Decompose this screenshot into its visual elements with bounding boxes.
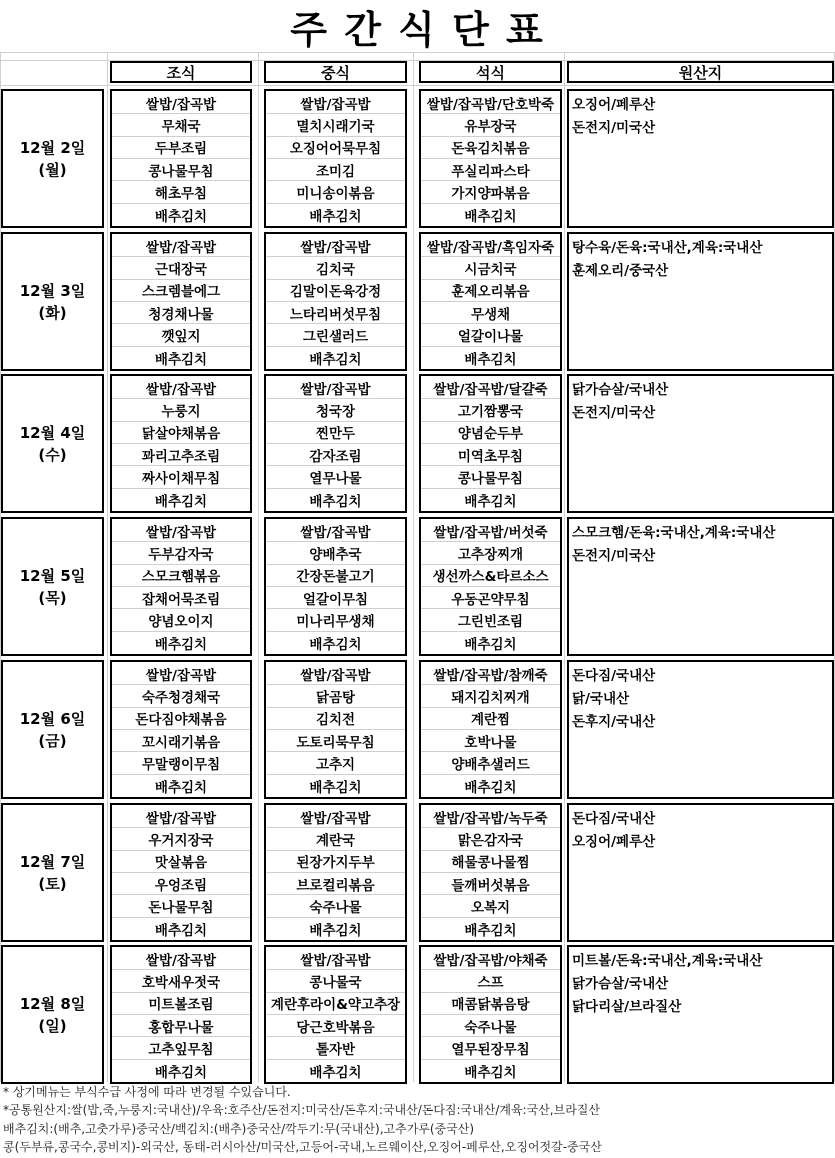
- dinner-menu-item: 쌀밥/잡곡밥/녹두죽: [421, 806, 560, 828]
- lunch-menu-item: 양배추국: [266, 542, 405, 564]
- day-date: 12월 5일: [19, 566, 86, 585]
- dinner-menu-item: 얼갈이나물: [421, 324, 560, 346]
- day-weekday: (수): [38, 445, 67, 464]
- lunch-menu-item: 김치국: [266, 257, 405, 279]
- dinner-menu-item: 가지양파볶음: [421, 181, 560, 203]
- breakfast-menu-item: 돈다짐야채볶음: [112, 708, 250, 730]
- lunch-menu-item: 멸치시래기국: [266, 114, 405, 136]
- dinner-menu-item: 생선까스&타르소스: [421, 565, 560, 587]
- breakfast-menu-item: 무말랭이무침: [112, 752, 250, 774]
- origin-item: 닭/국내산: [572, 691, 630, 708]
- lunch-menu-item: 배추김치: [309, 636, 362, 653]
- lunch-menu-item: 오징어어묵무침: [266, 137, 405, 159]
- breakfast-menu-item: 홍합무나물: [112, 1015, 250, 1037]
- breakfast-menu-block: [110, 232, 252, 371]
- dinner-menu-item: 열무된장무침: [421, 1037, 560, 1059]
- day-date-cell: [1, 660, 104, 799]
- origin-block: [567, 89, 834, 228]
- breakfast-menu-item: 스모크햄볶음: [112, 565, 250, 587]
- breakfast-menu-block: [110, 660, 252, 799]
- day-weekday: (월): [38, 160, 67, 179]
- breakfast-menu-item: 쌀밥/잡곡밥: [112, 377, 250, 399]
- origin-item: 돈전지/미국산: [572, 405, 656, 422]
- notes: [3, 1083, 833, 1156]
- lunch-menu-item: 김말이돈육강정: [266, 280, 405, 302]
- breakfast-menu-item: 배추김치: [154, 493, 208, 510]
- breakfast-menu-item: 호박새우젓국: [112, 970, 250, 992]
- dinner-menu-item: 배추김치: [464, 779, 517, 796]
- origin-item: 돈다짐/국내산: [572, 811, 656, 828]
- lunch-menu-item: 쌀밥/잡곡밥: [266, 92, 405, 114]
- origin-item: 오징어/페루산: [572, 834, 656, 851]
- lunch-menu-item: 쌀밥/잡곡밥: [266, 377, 405, 399]
- dinner-menu-item: 미역초무침: [421, 444, 560, 466]
- lunch-menu-item: 열무나물: [266, 466, 405, 488]
- breakfast-menu-item: 배추김치: [154, 1064, 208, 1081]
- breakfast-menu-item: 배추김치: [154, 636, 208, 653]
- origin-block: [567, 660, 834, 799]
- breakfast-menu-item: 두부감자국: [112, 542, 250, 564]
- day-date: 12월 2일: [19, 138, 86, 157]
- breakfast-menu-item: 쌀밥/잡곡밥: [112, 948, 250, 970]
- dinner-menu-item: 오복지: [421, 895, 560, 917]
- lunch-menu-item: 찐만두: [266, 422, 405, 444]
- breakfast-menu-item: 돈나물무침: [112, 895, 250, 917]
- breakfast-menu-item: 해초무침: [112, 181, 250, 203]
- breakfast-menu-item: 스크렘블에그: [112, 280, 250, 302]
- dinner-menu-item: 쌀밥/잡곡밥/흑임자죽: [421, 235, 560, 257]
- day-date-cell: [1, 517, 104, 656]
- note-line: * 상기메뉴는 부식수급 사정에 따라 변경될 수있습니다.: [3, 1085, 291, 1099]
- header-breakfast: [110, 61, 252, 83]
- breakfast-menu-block: [110, 374, 252, 513]
- dinner-menu-item: 돼지김치찌개: [421, 685, 560, 707]
- day-date: 12월 4일: [19, 423, 86, 442]
- origin-item: 오징어/페루산: [572, 97, 656, 114]
- breakfast-menu-block: [110, 945, 252, 1084]
- lunch-menu-item: 얼갈이무침: [266, 587, 405, 609]
- dinner-menu-item: 배추김치: [464, 636, 517, 653]
- grid-line: [0, 85, 835, 86]
- lunch-menu-item: 조미김: [266, 159, 405, 181]
- origin-item: 돈전지/미국산: [572, 548, 656, 565]
- dinner-menu-block: [419, 945, 562, 1084]
- day-weekday: (일): [38, 1016, 67, 1035]
- day-date: 12월 7일: [19, 852, 86, 871]
- dinner-menu-block: [419, 517, 562, 656]
- lunch-menu-block: [264, 89, 407, 228]
- lunch-menu-block: [264, 517, 407, 656]
- breakfast-menu-item: 미트볼조림: [112, 993, 250, 1015]
- breakfast-menu-item: 쌀밥/잡곡밥: [112, 663, 250, 685]
- origin-block: [567, 803, 834, 942]
- lunch-menu-block: [264, 660, 407, 799]
- day-weekday: (금): [38, 731, 67, 750]
- day-date: 12월 8일: [19, 994, 86, 1013]
- lunch-menu-item: 감자조림: [266, 444, 405, 466]
- page-title-text: 주 간 식 단 표: [290, 7, 545, 52]
- origin-item: 스모크햄/돈육:국내산,계육:국내산: [572, 525, 776, 542]
- breakfast-menu-item: 우엉조림: [112, 873, 250, 895]
- day-date-cell: [1, 232, 104, 371]
- lunch-menu-item: 콩나물국: [266, 970, 405, 992]
- header-dinner: [419, 61, 562, 83]
- origin-item: 닭가슴살/국내산: [572, 382, 669, 399]
- day-date: 12월 6일: [19, 709, 86, 728]
- dinner-menu-item: 배추김치: [464, 1064, 517, 1081]
- dinner-menu-item: 맑은감자국: [421, 828, 560, 850]
- dinner-menu-item: 고기짬뽕국: [421, 399, 560, 421]
- dinner-menu-item: 스프: [421, 970, 560, 992]
- dinner-menu-item: 배추김치: [464, 351, 517, 368]
- lunch-menu-item: 쌀밥/잡곡밥: [266, 948, 405, 970]
- page-title: [0, 0, 835, 52]
- breakfast-menu-item: 누룽지: [112, 399, 250, 421]
- dinner-menu-item: 시금치국: [421, 257, 560, 279]
- dinner-menu-item: 무생채: [421, 302, 560, 324]
- day-weekday: (목): [38, 588, 67, 607]
- breakfast-menu-block: [110, 517, 252, 656]
- dinner-menu-block: [419, 89, 562, 228]
- dinner-menu-block: [419, 232, 562, 371]
- lunch-menu-item: 미니송이볶음: [266, 181, 405, 203]
- lunch-menu-item: 배추김치: [309, 208, 362, 225]
- breakfast-menu-item: 고추잎무침: [112, 1037, 250, 1059]
- header-breakfast-label: 조식: [166, 63, 196, 82]
- dinner-menu-item: 양배추샐러드: [421, 752, 560, 774]
- origin-block: [567, 374, 834, 513]
- lunch-menu-item: 톨자반: [266, 1037, 405, 1059]
- lunch-menu-item: 당근호박볶음: [266, 1015, 405, 1037]
- dinner-menu-item: 배추김치: [464, 493, 517, 510]
- lunch-menu-item: 숙주나물: [266, 895, 405, 917]
- breakfast-menu-item: 콩나물무침: [112, 159, 250, 181]
- dinner-menu-item: 숙주나물: [421, 1015, 560, 1037]
- lunch-menu-item: 닭곰탕: [266, 685, 405, 707]
- lunch-menu-item: 쌀밥/잡곡밥: [266, 520, 405, 542]
- dinner-menu-item: 콩나물무침: [421, 466, 560, 488]
- origin-item: 탕수육/돈육:국내산,계육:국내산: [572, 240, 763, 257]
- lunch-menu-item: 간장돈불고기: [266, 565, 405, 587]
- header-origin-label: 원산지: [678, 63, 723, 82]
- dinner-menu-item: 우동곤약무침: [421, 587, 560, 609]
- dinner-menu-block: [419, 803, 562, 942]
- lunch-menu-item: 배추김치: [309, 351, 362, 368]
- header-lunch-label: 중식: [321, 63, 350, 82]
- breakfast-menu-item: 짜사이채무침: [112, 466, 250, 488]
- dinner-menu-item: 양념순두부: [421, 422, 560, 444]
- breakfast-menu-item: 쌀밥/잡곡밥: [112, 235, 250, 257]
- dinner-menu-item: 매콤닭볶음탕: [421, 993, 560, 1015]
- breakfast-menu-block: [110, 803, 252, 942]
- lunch-menu-block: [264, 374, 407, 513]
- lunch-menu-item: 배추김치: [309, 1064, 362, 1081]
- lunch-menu-item: 쌀밥/잡곡밥: [266, 663, 405, 685]
- breakfast-menu-item: 배추김치: [154, 208, 208, 225]
- lunch-menu-item: 계란국: [266, 828, 405, 850]
- origin-item: 훈제오리/중국산: [572, 263, 669, 280]
- breakfast-menu-item: 두부조림: [112, 137, 250, 159]
- lunch-menu-item: 미나리무생채: [266, 609, 405, 631]
- note-line: 배추김치:(배추,고춧가루)중국산/백김치:(배추)중국산/깍두기:무(국내산),고추가루(중국산): [3, 1121, 475, 1136]
- breakfast-menu-item: 배추김치: [154, 779, 208, 796]
- dinner-menu-item: 쌀밥/잡곡밥/달걀죽: [421, 377, 560, 399]
- dinner-menu-item: 쌀밥/잡곡밥/참깨죽: [421, 663, 560, 685]
- origin-block: [567, 232, 834, 371]
- dinner-menu-item: 배추김치: [464, 208, 517, 225]
- lunch-menu-item: 쌀밥/잡곡밥: [266, 806, 405, 828]
- dinner-menu-item: 배추김치: [464, 922, 517, 939]
- breakfast-menu-item: 배추김치: [154, 351, 208, 368]
- breakfast-menu-item: 쌀밥/잡곡밥: [112, 92, 250, 114]
- dinner-menu-item: 쌀밥/잡곡밥/단호박죽: [421, 92, 560, 114]
- grid-line: [0, 52, 835, 53]
- dinner-menu-item: 계란찜: [421, 708, 560, 730]
- header-lunch: [264, 61, 407, 83]
- origin-item: 돈전지/미국산: [572, 120, 656, 137]
- dinner-menu-item: 그린빈조림: [421, 609, 560, 631]
- origin-item: 돈다짐/국내산: [572, 668, 656, 685]
- dinner-menu-block: [419, 374, 562, 513]
- breakfast-menu-item: 청경채나물: [112, 302, 250, 324]
- dinner-menu-item: 쌀밥/잡곡밥/야채죽: [421, 948, 560, 970]
- grid-line: [564, 52, 565, 1082]
- grid-line: [258, 52, 259, 1082]
- lunch-menu-item: 브로컬리볶음: [266, 873, 405, 895]
- breakfast-menu-item: 쌀밥/잡곡밥: [112, 806, 250, 828]
- day-weekday: (토): [38, 874, 67, 893]
- dinner-menu-item: 호박나물: [421, 730, 560, 752]
- lunch-menu-block: [264, 803, 407, 942]
- day-date-cell: [1, 945, 104, 1084]
- lunch-menu-block: [264, 232, 407, 371]
- breakfast-menu-item: 근대장국: [112, 257, 250, 279]
- lunch-menu-item: 청국장: [266, 399, 405, 421]
- day-date-cell: [1, 374, 104, 513]
- breakfast-menu-item: 깻잎지: [112, 324, 250, 346]
- lunch-menu-block: [264, 945, 407, 1084]
- header-dinner-label: 석식: [476, 63, 505, 82]
- breakfast-menu-item: 꼬시래기볶음: [112, 730, 250, 752]
- lunch-menu-item: 계란후라이&약고추장: [266, 993, 405, 1015]
- breakfast-menu-item: 무채국: [112, 114, 250, 136]
- lunch-menu-item: 고추지: [266, 752, 405, 774]
- lunch-menu-item: 배추김치: [309, 493, 362, 510]
- lunch-menu-item: 쌀밥/잡곡밥: [266, 235, 405, 257]
- dinner-menu-item: 유부장국: [421, 114, 560, 136]
- breakfast-menu-item: 맛살볶음: [112, 851, 250, 873]
- lunch-menu-item: 배추김치: [309, 922, 362, 939]
- breakfast-menu-item: 숙주청경채국: [112, 685, 250, 707]
- lunch-menu-item: 그린샐러드: [266, 324, 405, 346]
- breakfast-menu-item: 양념오이지: [112, 609, 250, 631]
- dinner-menu-item: 들깨버섯볶음: [421, 873, 560, 895]
- day-date: 12월 3일: [19, 281, 86, 300]
- day-date-cell: [1, 89, 104, 228]
- note-line: *공통원산지:쌀(밥,죽,누룽지:국내산)/우육:호주산/돈전지:미국산/돈후지:국내산/돈다짐:국내산/계육:국산,브라질산: [3, 1103, 600, 1118]
- dinner-menu-item: 쌀밥/잡곡밥/버섯죽: [421, 520, 560, 542]
- breakfast-menu-item: 우거지장국: [112, 828, 250, 850]
- lunch-menu-item: 김치전: [266, 708, 405, 730]
- origin-block: [567, 517, 834, 656]
- origin-block: [567, 945, 834, 1084]
- dinner-menu-item: 돈육김치볶음: [421, 137, 560, 159]
- origin-item: 돈후지/국내산: [572, 713, 656, 730]
- day-weekday: (화): [38, 303, 67, 322]
- header-origin: [567, 61, 834, 83]
- dinner-menu-item: 푸실리파스타: [421, 159, 560, 181]
- breakfast-menu-item: 쌀밥/잡곡밥: [112, 520, 250, 542]
- breakfast-menu-item: 잡채어묵조림: [112, 587, 250, 609]
- breakfast-menu-item: 배추김치: [154, 922, 208, 939]
- origin-item: 닭다리살/브라질산: [572, 998, 682, 1015]
- origin-item: 미트볼/돈육:국내산,계육:국내산: [572, 953, 763, 970]
- dinner-menu-block: [419, 660, 562, 799]
- lunch-menu-item: 배추김치: [309, 779, 362, 796]
- grid-line: [413, 52, 414, 1082]
- lunch-menu-item: 느타리버섯무침: [266, 302, 405, 324]
- lunch-menu-item: 도토리묵무침: [266, 730, 405, 752]
- grid-line: [107, 52, 108, 1082]
- day-date-cell: [1, 803, 104, 942]
- breakfast-menu-item: 닭살야채볶음: [112, 422, 250, 444]
- breakfast-menu-item: 꽈리고추조림: [112, 444, 250, 466]
- origin-item: 닭가슴살/국내산: [572, 976, 669, 993]
- dinner-menu-item: 고추장찌개: [421, 542, 560, 564]
- breakfast-menu-block: [110, 89, 252, 228]
- note-line: 콩(두부류,콩국수,콩비지)-외국산, 동태-러시아산/미국산,고등어-국내,노르웨이산,오징어-페루산,오징어젓갈-중국산: [3, 1139, 602, 1154]
- dinner-menu-item: 해물콩나물찜: [421, 851, 560, 873]
- dinner-menu-item: 훈제오리볶음: [421, 280, 560, 302]
- lunch-menu-item: 된장가지두부: [266, 851, 405, 873]
